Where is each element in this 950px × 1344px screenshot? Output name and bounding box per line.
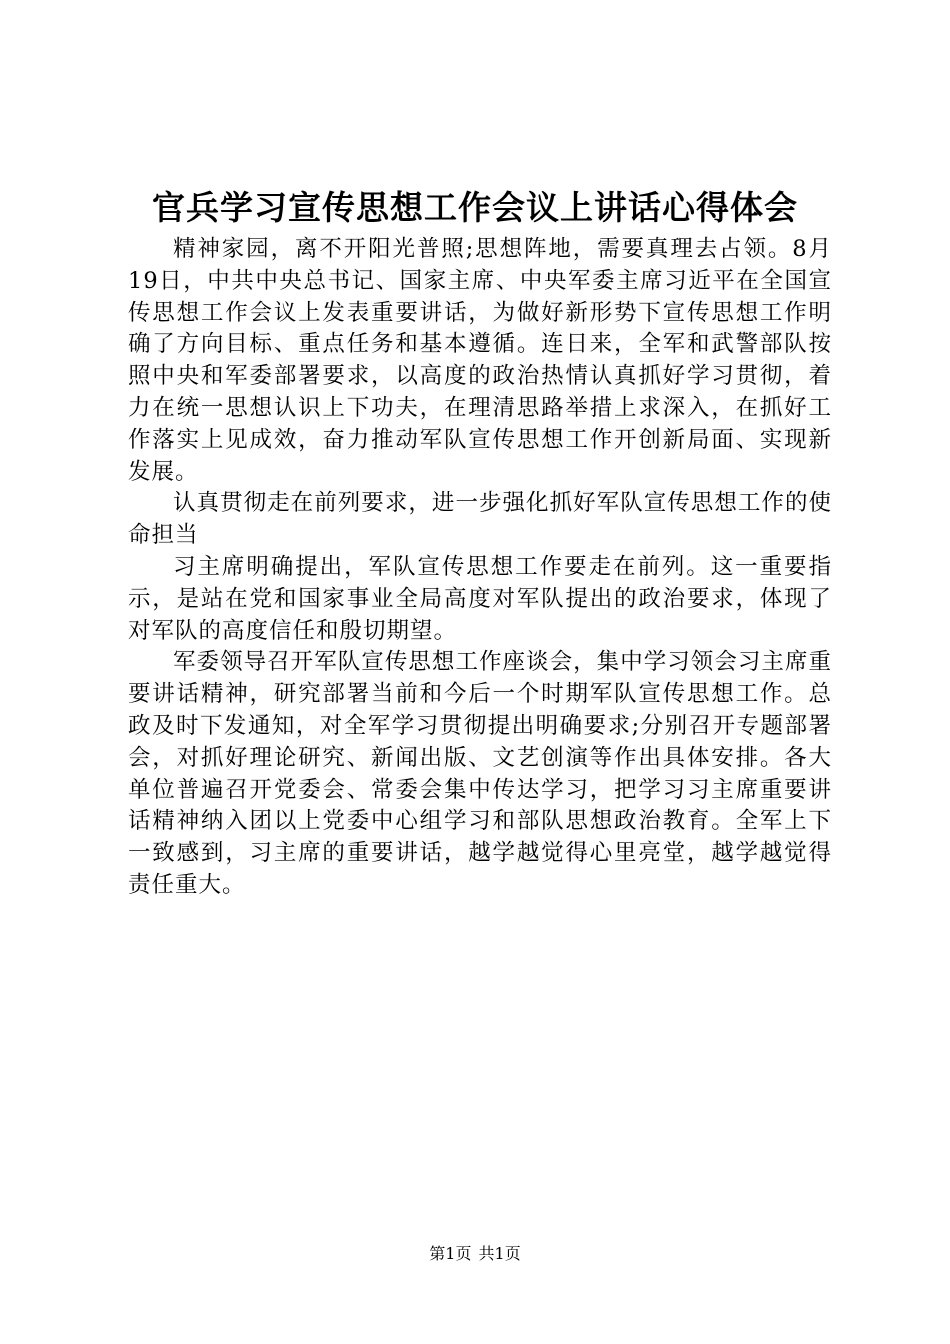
page-number-footer: 第1页 共1页 — [429, 1244, 521, 1263]
paragraph-4: 军委领导召开军队宣传思想工作座谈会，集中学习领会习主席重要讲话精神，研究部署当前和今后一个时期军队宣传思想工作。总政及时下发通知，对全军学习贯彻提出明确要求;分别召开专题部署会，对抓好理论研究、新闻出版、文艺创演等作出具体安排。各大单位普遍召开党委会、常委会集中传达学习，把学习习主席重要讲话精神纳入团以上党委中心组学习和部队思想政治教育。全军上下一致感到，习主席的重要讲话，越学越觉得心里亮堂，越学越觉得责任重大。 — [128, 649, 832, 898]
document-body — [128, 234, 832, 902]
paragraph-2-section-heading: 认真贯彻走在前列要求，进一步强化抓好军队宣传思想工作的使命担当 — [128, 490, 832, 549]
paragraph-3: 习主席明确提出，军队宣传思想工作要走在前列。这一重要指示，是站在党和国家事业全局高度对军队提出的政治要求，体现了对军队的高度信任和殷切期望。 — [128, 553, 832, 644]
document-title: 官兵学习宣传思想工作会议上讲话心得体会 — [152, 188, 798, 227]
paragraph-1: 精神家园，离不开阳光普照;思想阵地，需要真理去占领。8月19日，中共中央总书记、国家主席、中央军委主席习近平在全国宣传思想工作会议上发表重要讲话，为做好新形势下宣传思想工作明确了方向目标、重点任务和基本遵循。连日来，全军和武警部队按照中央和军委部署要求，以高度的政治热情认真抓好学习贯彻，着力在统一思想认识上下功夫，在理清思路举措上求深入，在抓好工作落实上见成效，奋力推动军队宣传思想工作开创新局面、实现新发展。 — [128, 236, 832, 485]
